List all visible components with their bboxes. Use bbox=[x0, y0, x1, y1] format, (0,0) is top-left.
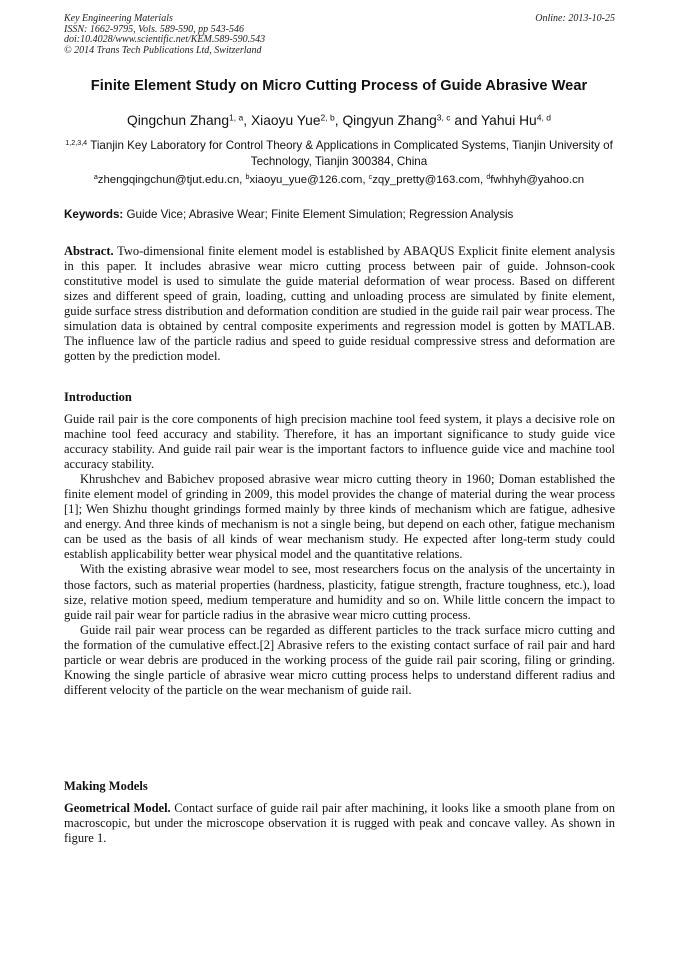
paragraph: Khrushchev and Babichev proposed abrasive wear micro cutting theory in 1960; Doman established the finite element model of grinding in 2009, this model provides the change of material during the wear process [1]; Wen Shizhu thought grindings formed mainly by three kinds of mechanism which are fatigue, adhesive and energy. And three kinds of mechanism is not a single being, but depend on each other, fatigue mechanism can be used as the basis of all kinds of wear mechanism study. He expected after long-term study could establish applicability better wear physical model and the quantitative relations. bbox=[64, 472, 615, 562]
email-link: xiaoyu_yue@126.com, bbox=[249, 174, 369, 186]
abstract-label: Abstract. bbox=[64, 244, 114, 258]
paper-title: Finite Element Study on Micro Cutting Process of Guide Abrasive Wear bbox=[90, 78, 588, 94]
author-separator: and bbox=[450, 113, 481, 128]
geometrical-model-text: Contact surface of guide rail pair after machining, it looks like a smooth plane from on macroscopic, but under the microscope observation it is rugged with peak and concave valley. As shown in figure 1. bbox=[64, 801, 615, 846]
making-models-body bbox=[64, 801, 615, 846]
online-date: Online: 2013-10-25 bbox=[535, 13, 615, 24]
author-separator: , bbox=[243, 113, 251, 128]
author-list bbox=[40, 113, 638, 128]
email-link: fwhhyh@yahoo.cn bbox=[490, 174, 585, 186]
email-link: zhengqingchun@tjut.edu.cn, bbox=[97, 174, 246, 186]
paragraph: With the existing abrasive wear model to see, most researchers focus on the analysis of the uncertainty in those factors, such as material properties (hardness, plasticity, fatigue strength, fracture toughness, etc.), load size, relative motion speed, medium temperature and humidity and so on. While little concern the impact to guide rail pair wear for particle radius in the abrasive wear micro cutting process. bbox=[64, 562, 615, 622]
affiliation-superscript: 1,2,3,4 bbox=[65, 138, 88, 148]
keywords-label: Keywords: bbox=[64, 208, 124, 221]
journal-header bbox=[64, 14, 615, 56]
author-name: Qingchun Zhang bbox=[126, 113, 229, 128]
author-name: Qingyun Zhang bbox=[342, 113, 437, 128]
author-name: Yahui Hu bbox=[481, 113, 537, 128]
email-list bbox=[40, 174, 638, 186]
author-superscript: 1, a bbox=[229, 112, 244, 123]
author-superscript: 3, c bbox=[436, 112, 451, 123]
author-superscript: 2, b bbox=[320, 112, 335, 123]
author-name: Xiaoyu Yue bbox=[250, 113, 321, 128]
journal-name: Key Engineering Materials bbox=[64, 13, 173, 24]
keywords bbox=[64, 208, 624, 221]
abstract-text: Two-dimensional finite element model is established by ABAQUS Explicit finite element analysis in this paper. It includes abrasive wear micro cutting process between pair of guide. Johnson-cook constitutive model is used to simulate the guide material deformation of wear process. Based on different sizes and different speed of grain, loading, cutting and unloading process are simulated by finite element, guide surface stress distribution and deformation condition are studied in the guide rail pair wear process. The simulation data is obtained by central composite experiments and regression model is gotten by MATLAB. The influence law of the particle radius and speed to guide residual compressive stress and deformation are gotten by the prediction model. bbox=[64, 244, 615, 364]
abstract bbox=[64, 244, 615, 364]
paragraph: Guide rail pair is the core components of high precision machine tool feed system, it plays a decisive role on machine tool feed accuracy and stability. Therefore, it has an important significance to study guide vice accuracy stability. And guide rail pair wear is the important factors to influence guide vice and machine tool accuracy stability. bbox=[64, 412, 615, 472]
section-heading-introduction: Introduction bbox=[64, 390, 132, 404]
email-superscript: a bbox=[93, 174, 98, 182]
affiliation-text: Tianjin Key Laboratory for Control Theory & Applications in Complicated Systems, Tianjin University of Technology, Tianjin 300384, China bbox=[87, 139, 613, 168]
introduction-body bbox=[64, 412, 615, 698]
email-superscript: d bbox=[486, 174, 491, 182]
keywords-text: Guide Vice; Abrasive Wear; Finite Element Simulation; Regression Analysis bbox=[123, 208, 514, 221]
paragraph: Guide rail pair wear process can be regarded as different particles to the track surface micro cutting and the formation of the cumulative effect.[2] Abrasive refers to the existing contact surface of rail pair and hard particle or wear debris are produced in the working process of the guide rail pair scoring, filing or grinding. Knowing the single particle of abrasive wear micro cutting process helps to understand different radius and different velocity of the particle on the wear mechanism of guide rail. bbox=[64, 622, 615, 697]
email-superscript: c bbox=[368, 174, 373, 182]
author-separator: , bbox=[334, 113, 343, 128]
section-heading-making-models: Making Models bbox=[64, 779, 148, 793]
doi-line: doi:10.4028/www.scientific.net/KEM.589-590.543 bbox=[64, 34, 266, 46]
email-link: zqy_pretty@163.com, bbox=[372, 174, 487, 186]
copyright-line: © 2014 Trans Tech Publications Ltd, Switzerland bbox=[64, 44, 262, 56]
affiliation bbox=[60, 138, 618, 169]
author-superscript: 4, d bbox=[536, 112, 551, 123]
issn-line: ISSN: 1662-9795, Vols. 589-590, pp 543-546 bbox=[64, 23, 244, 35]
email-superscript: b bbox=[245, 174, 250, 182]
geometrical-model-label: Geometrical Model. bbox=[64, 801, 171, 815]
